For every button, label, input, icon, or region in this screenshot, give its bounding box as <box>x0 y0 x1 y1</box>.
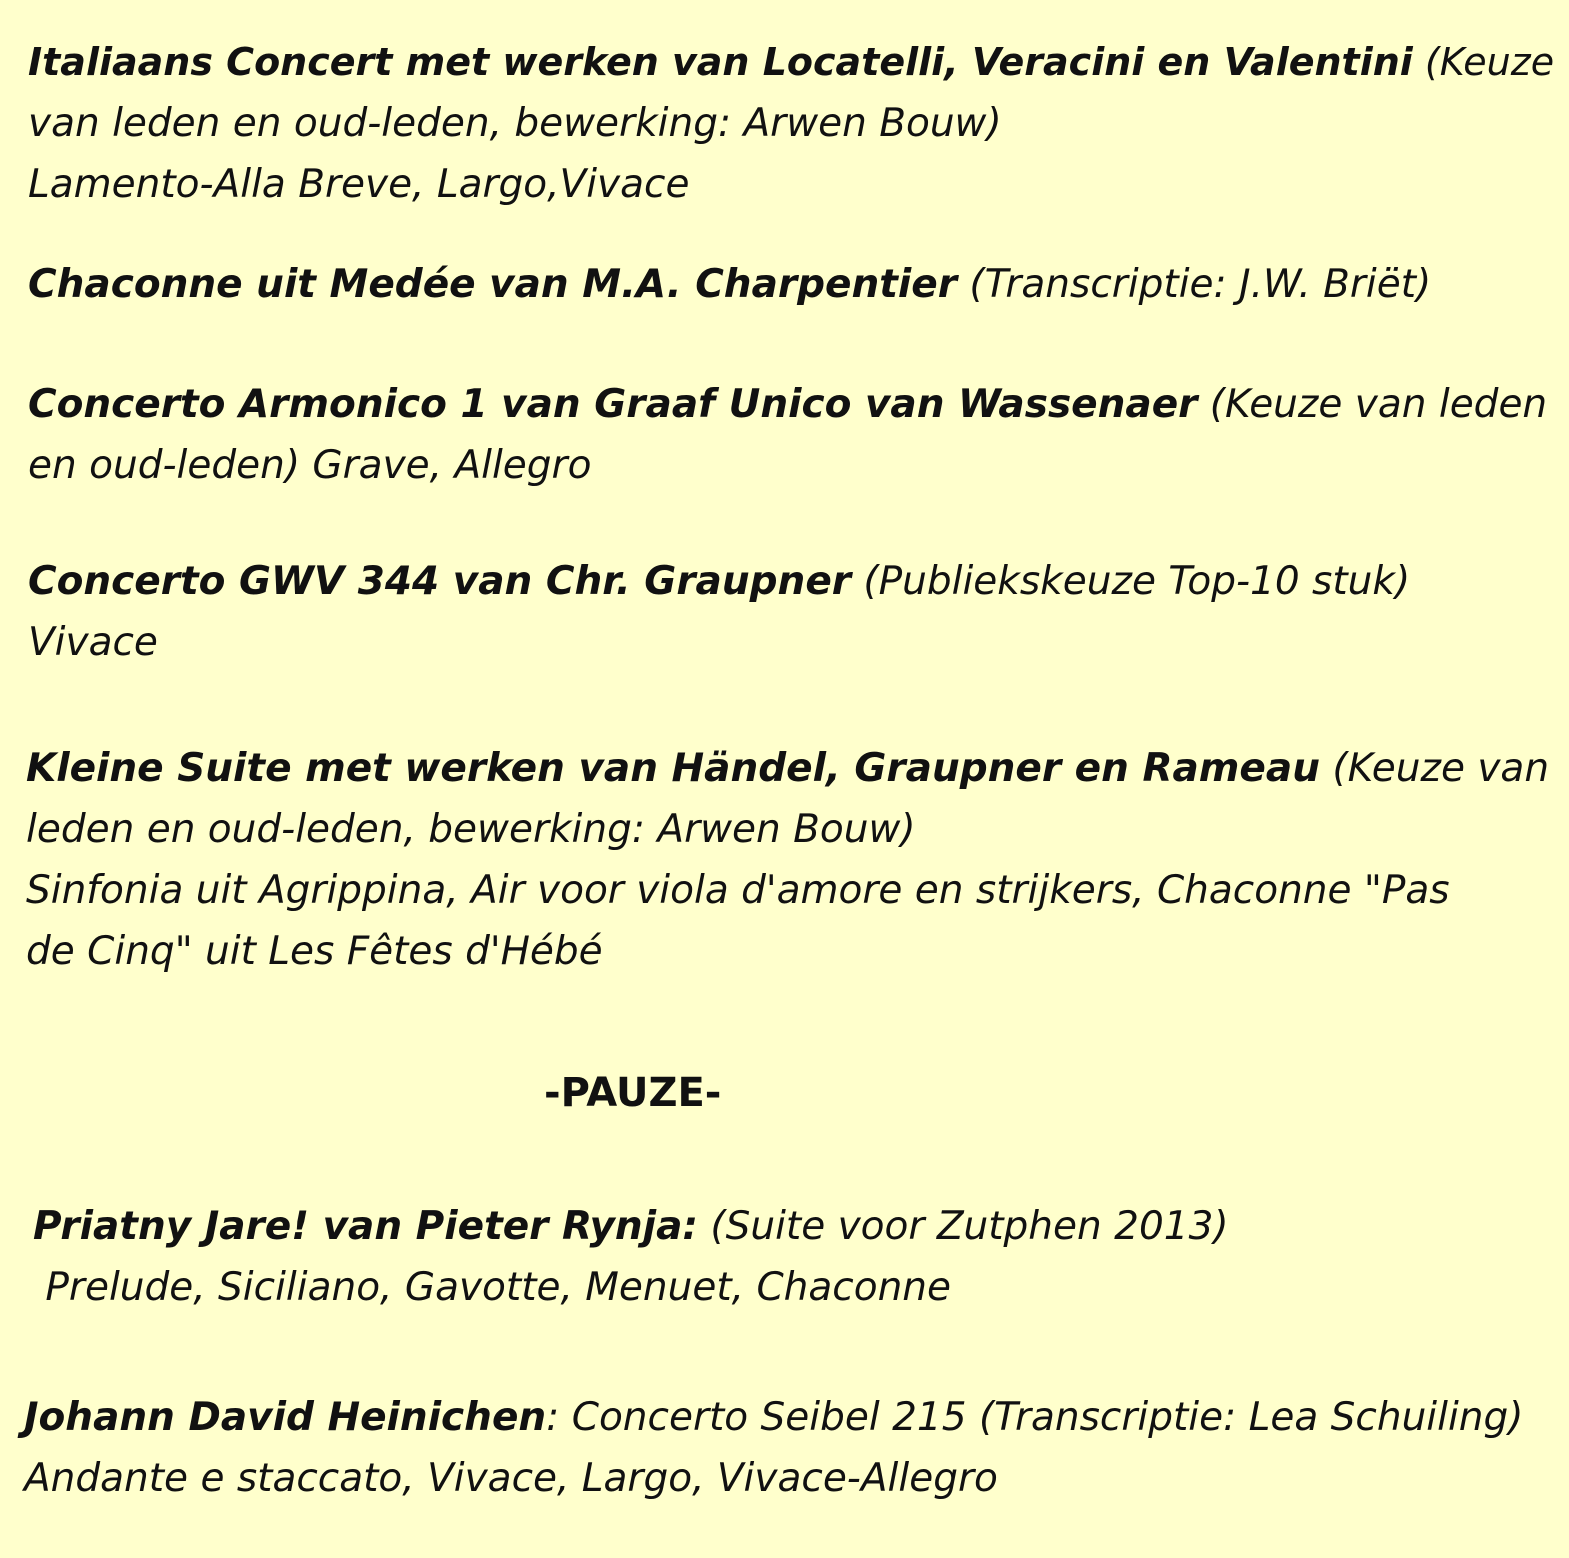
entry-line <box>26 799 1546 860</box>
piece-movements: Vivace <box>28 620 158 665</box>
piece-details: (Keuze <box>1412 40 1555 84</box>
entry-line <box>28 254 1548 315</box>
program-entry-concerto-graupner <box>28 551 1548 673</box>
piece-movements: Lamento-Alla Breve, Largo,Vivace <box>28 162 690 207</box>
piece-details: (Transcriptie: J.W. Briët) <box>956 262 1432 307</box>
piece-details: : Concerto Seibel 215 (Transcriptie: Lea Schuiling) <box>546 1395 1524 1440</box>
piece-movements: en oud-leden) Grave, Allegro <box>28 443 592 488</box>
piece-details: van leden en oud-leden, bewerking: Arwen Bouw) <box>28 101 1002 146</box>
entry-line <box>26 921 1546 982</box>
entry-line <box>24 1387 1544 1448</box>
program-entry-concerto-armonico <box>28 374 1548 496</box>
entry-line <box>33 1196 1553 1257</box>
entry-line <box>26 738 1550 799</box>
piece-title: Johann David Heinichen <box>24 1395 547 1440</box>
piece-title: Italiaans Concert met werken van Locatelli, Veracini en Valentini <box>28 40 1413 84</box>
piece-movements: Prelude, Siciliano, Gavotte, Menuet, Chaconne <box>33 1265 952 1310</box>
piece-details: (Suite voor Zutphen 2013) <box>697 1204 1229 1249</box>
entry-line <box>28 551 1548 612</box>
piece-title: Concerto GWV 344 van Chr. Graupner <box>28 559 851 604</box>
entry-line <box>28 32 1555 93</box>
piece-movements: Andante e staccato, Vivace, Largo, Vivace-Allegro <box>24 1456 998 1501</box>
piece-title: Concerto Armonico 1 van Graaf Unico van Wassenaer <box>28 382 1198 427</box>
entry-line <box>28 374 1548 435</box>
piece-details: (Publiekskeuze Top-10 stuk) <box>851 559 1411 604</box>
entry-line <box>28 435 1548 496</box>
piece-title: Chaconne uit Medée van M.A. Charpentier <box>28 262 957 307</box>
entry-line <box>28 93 1548 154</box>
program-entry-kleine-suite <box>26 738 1550 982</box>
piece-movements: de Cinq" uit Les Fêtes d'Hébé <box>26 929 603 974</box>
entry-line <box>28 154 1548 215</box>
program-entry-chaconne-charpentier <box>28 254 1548 315</box>
program-entry-heinichen <box>24 1387 1544 1509</box>
entry-line <box>28 612 1548 673</box>
piece-title: Kleine Suite met werken van Händel, Graupner en Rameau <box>26 746 1320 791</box>
entry-line <box>33 1257 1553 1318</box>
entry-line <box>24 1448 1544 1509</box>
entry-line <box>26 860 1546 921</box>
piece-details: leden en oud-leden, bewerking: Arwen Bouw) <box>26 807 916 852</box>
piece-details: (Keuze van <box>1319 746 1550 791</box>
program-entry-italiaans-concert <box>28 32 1555 215</box>
piece-movements: Sinfonia uit Agrippina, Air voor viola d'amore en strijkers, Chaconne "Pas <box>26 868 1450 913</box>
piece-details: (Keuze van leden <box>1197 382 1548 427</box>
piece-title: Priatny Jare! van Pieter Rynja: <box>33 1204 698 1249</box>
program-entry-priatny-jare <box>33 1196 1553 1318</box>
intermission-label: -PAUZE- <box>544 1070 722 1116</box>
